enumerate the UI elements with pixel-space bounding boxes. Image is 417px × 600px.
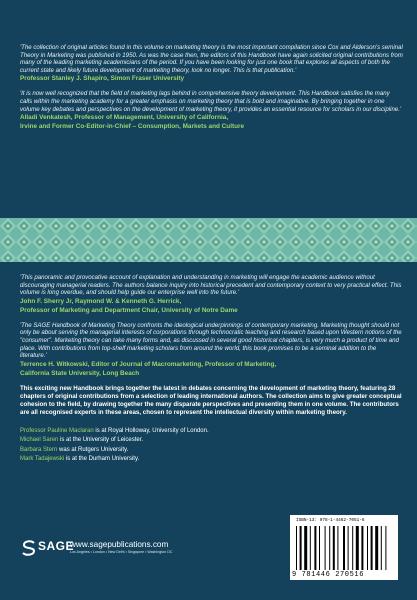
contributor-line — [20, 427, 403, 437]
publisher-logo — [20, 539, 173, 559]
quote-attribution: John F. Sherry Jr, Raymond W. & Kenneth G. Herrick, — [20, 297, 182, 305]
contributor-line — [20, 436, 403, 446]
contributor-name: Barbara Stern — [20, 446, 58, 453]
quote-attribution: Terrence H. Witkowski, Editor of Journal of Macromarketing, Professor of Marketing, — [20, 360, 277, 368]
contributor-affiliation: was at Rutgers University. — [57, 446, 129, 453]
quote-attribution: Irvine and Former Co-Editor-in-Chief – Consumption, Markets and Culture — [20, 123, 245, 131]
contributor-line — [20, 446, 403, 456]
contributor-line — [20, 455, 403, 465]
publisher-cities: Los Angeles • London • New Delhi • Singapore • Washington DC — [70, 550, 173, 554]
barcode-box — [290, 515, 398, 580]
contributor-name: Michael Saren — [20, 437, 59, 444]
barcode-digits: 9 781446 270516 — [292, 571, 365, 579]
book-description: This exciting new Handbook brings together the latest in debates concerning the development of marketing theory, featuring 28 chapters of original contributions from a selection of leading international authors. The collection aims to give greater conceptual cohesion to the field, by drawing together the many disparate perspectives and presenting them in one volume. The contributors are all recognised experts in these areas, chosen to represent the intellectual diversity within marketing theory. — [20, 384, 402, 416]
contributor-affiliation: is at the Durham University. — [64, 456, 140, 463]
contributor-name: Professor Pauline Maclaran — [20, 427, 94, 434]
quote-block-3 — [20, 274, 403, 315]
quote-text: 'It is now well recognized that the field of marketing lags behind in comprehensive theory development. This Handbook satisfies the many calls within the marketing academy for a greater emphasis on marketing theory that is bold and imaginative. By bringing together in one volume key debates and perspectives on the development of marketing theory, it provides an essential resource for scholars in our discipline.' — [20, 90, 402, 113]
quote-block-4 — [20, 322, 403, 378]
quote-text: 'This panoramic and provocative account of explanation and understanding in marketing will engage the academic audience without discouraging managerial readers. The authors balance inquiry into historical precedent and contemporary context to very practical effect. This volume is long overdue, and should help guide our enterprise well into the future.' — [20, 274, 402, 297]
publisher-url: www.sagepublications.com — [70, 540, 169, 549]
isbn-label: ISBN-13: 978-1-4462-7051-6 — [296, 518, 365, 523]
quote-attribution: Alladi Venkatesh, Professor of Management, University of California, — [20, 114, 229, 122]
contributor-name: Mark Tadajewski — [20, 456, 65, 463]
publisher-logo-word: SAGE — [38, 539, 75, 553]
quote-text: 'The SAGE Handbook of Marketing Theory confronts the ideological underpinnings of contemporary marketing. Marketing thought should not only be about serving the managerial interests of corporations through technocratic teaching and research based upon Western notions of the "consumer". Marketing theory can take many forms and, as discussed in several good historical chapters, is very much a product of time and place. With contributions from top-shelf marketing scholars from around the world, this book promises to be a seminal addition to the literature.' — [20, 321, 402, 360]
top-quotes-panel — [0, 0, 417, 218]
pattern-svg — [0, 218, 417, 266]
quote-attribution: Professor Stanley J. Shapiro, Simon Fraser University — [20, 75, 185, 83]
barcode-icon — [294, 526, 394, 570]
contributor-affiliation: is at the University of Leicester. — [58, 437, 144, 444]
quote-block-1 — [20, 44, 403, 83]
sage-logo-icon — [20, 540, 38, 556]
quote-block-2 — [20, 90, 403, 131]
quote-attribution: Professor of Marketing and Department Chair, University of Notre Dame — [20, 306, 238, 314]
contributor-affiliation: is at Royal Holloway, University of London. — [93, 427, 209, 434]
quote-text: 'The collection of original articles found in this volume on marketing theory is the most important compilation since Cox and Alderson's seminal Theory in Marketing was published in 1950. As was the case then, the editors of this Handbook have again solicited original contributions from many of the leading marketing academicians of the period. If you have been looking for just one book that explores all aspects of both the current state and likely future development of marketing theory, look no longer. This is that publication.' — [20, 44, 403, 74]
quote-attribution: California State University, Long Beach — [20, 369, 140, 377]
contributors-list — [20, 427, 403, 465]
